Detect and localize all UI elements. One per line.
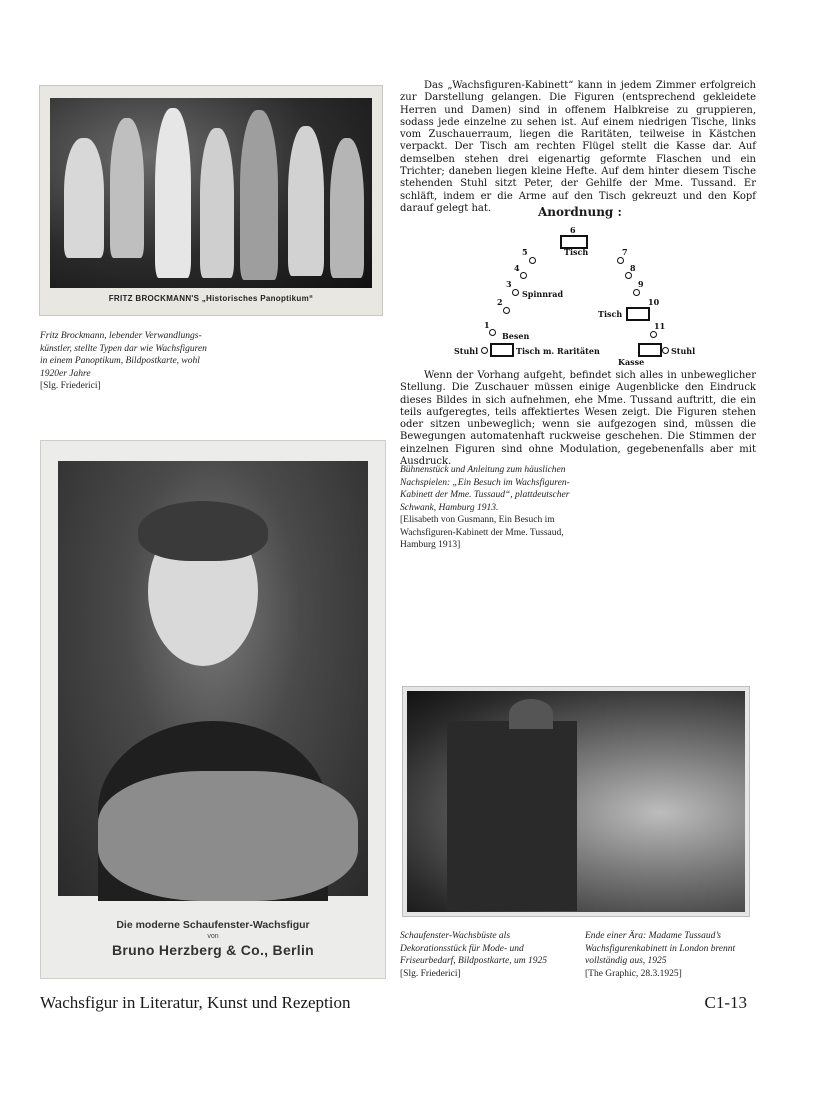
label-besen: Besen	[502, 331, 530, 341]
label-kasse: Kasse	[618, 357, 645, 367]
brockmann-postcard	[39, 85, 383, 316]
stool-marker	[662, 347, 669, 354]
figure-marker	[633, 289, 640, 296]
postcard-line-2: von	[207, 933, 219, 940]
stool-marker	[481, 347, 488, 354]
caption-source: [Slg. Friederici]	[400, 968, 461, 979]
number-11: 11	[654, 321, 666, 331]
instruction-text-2	[400, 370, 756, 468]
postcard-title: FRITZ BROCKMANN'S „Historisches Panoptikum“	[108, 294, 314, 303]
instruction-text	[400, 80, 756, 215]
caption-source: [The Graphic, 28.3.1925]	[585, 968, 682, 979]
figure-marker	[503, 307, 510, 314]
figure-marker	[512, 289, 519, 296]
figure-marker	[625, 272, 632, 279]
caption-fire	[585, 930, 755, 980]
figure-marker	[617, 257, 624, 264]
figure-marker	[529, 257, 536, 264]
caption-text: Ende einer Ära: Madame Tussaud’s Wachsfigurenkabinett in London brennt vollständig aus, 1925	[585, 931, 736, 966]
number-6: 6	[570, 225, 576, 235]
caption-source: [Slg. Friederici]	[40, 381, 101, 391]
right-table	[626, 307, 650, 321]
diagram-title: Anordnung :	[538, 205, 622, 219]
label-spinnrad: Spinnrad	[522, 289, 564, 299]
paragraph-1: Das „Wachsfiguren-Kabinett“ kann in jedem Zimmer erfolgreich zur Darstellung gelangen. Die Figuren (entsprechend gekleidete Herren und Damen) sind in offenem Halbkreise zu gruppieren, sodass jede einzelne zu sehen ist. Auf einem niedrigen Tische, links vom Zuschauerraum, liegen die Raritäten, teilweise in Kästchen verpackt. Der Tisch am rechten Flügel stellt die Kasse dar. Auf demselben stehen drei eigenartig geformte Flaschen und ein Trichter; daneben liegen kleine Hefte. Auf dem hinter diesem Tische stehenden Stuhl sitzt Peter, der Gehilfe der Mme. Tussand. Er schläft, indem er die Arme auf den Tisch gekreuzt und den Kopf darauf gelegt hat.	[400, 80, 756, 214]
number-10: 10	[648, 297, 660, 307]
burning-building-photo	[407, 691, 745, 912]
caption-text: Bühnenstück und Anleitung zum häuslichen Nachspielen: „Ein Besuch im Wachsfiguren-Kabinett der Mme. Tussaud“, plattdeutscher Schwank, Hamburg 1913.	[400, 465, 570, 513]
caption-source: [Elisabeth von Gusmann, Ein Besuch im Wachsfiguren-Kabinett der Mme. Tussaud, Hamburg 1913]	[400, 515, 564, 550]
number-1: 1	[484, 320, 490, 330]
number-8: 8	[630, 263, 636, 273]
number-5: 5	[522, 247, 528, 257]
paragraph-2: Wenn der Vorhang aufgeht, befindet sich alles in unbeweglicher Stellung. Die Zuschauer müssen einige Augenblicke den Eindruck dieses Bildes in sich aufnehmen, ehe Mme. Tussand auftritt, die ein teils aufgeregtes, teils affektiertes Wesen zeigt. Die Figuren stehen oder sitzen unbeweglich; wenn sie aufgezogen sind, müssen die Bewegungen automatenhaft ruckweise geschehen. Die Stimmen der einzelnen Figuren sind ohne Modulation, gegebenenfalls aber mit Ausdruck.	[400, 370, 756, 468]
label-tisch-right: Tisch	[598, 309, 623, 319]
wax-bust-portrait-photo	[58, 461, 368, 896]
figure-marker	[489, 329, 496, 336]
number-3: 3	[506, 279, 512, 289]
herzberg-postcard	[40, 440, 386, 979]
caption-text: Schaufenster-Wachsbüste als Dekorationsstück für Mode- und Friseurbedarf, Bildpostkarte, um 1925	[400, 931, 547, 966]
figure-marker	[650, 331, 657, 338]
building-shape	[447, 721, 577, 911]
hair-shape	[138, 501, 268, 561]
dome-shape	[509, 699, 553, 729]
label-stuhl-left: Stuhl	[454, 346, 479, 356]
panoptikum-figures-illustration	[50, 98, 372, 288]
number-7: 7	[622, 247, 628, 257]
stage-arrangement-diagram	[450, 205, 710, 370]
fur-stole-shape	[98, 771, 358, 901]
number-9: 9	[638, 279, 644, 289]
label-tisch-raritaeten: Tisch m. Raritäten	[516, 346, 600, 356]
rarities-table	[490, 343, 514, 357]
label-tisch-top: Tisch	[564, 247, 589, 257]
postcard-line-3: Bruno Herzberg & Co., Berlin	[111, 942, 315, 958]
page-number: C1-13	[704, 993, 747, 1012]
cash-table	[638, 343, 662, 357]
postcard-line-1: Die moderne Schaufenster-Wachsfigur	[116, 919, 310, 931]
number-2: 2	[497, 297, 503, 307]
number-4: 4	[514, 263, 520, 273]
figure-marker	[520, 272, 527, 279]
caption-shop-bust	[400, 930, 560, 980]
caption-text: Fritz Brockmann, lebender Verwandlungs-künstler, stellte Typen dar wie Wachsfiguren in einem Panoptikum, Bildpostkarte, wohl 1920er Jahre	[40, 331, 207, 379]
caption-brockmann	[40, 330, 210, 393]
tussaud-fire-photo	[402, 686, 750, 917]
caption-stage-play	[400, 464, 572, 552]
label-stuhl-right: Stuhl	[671, 346, 696, 356]
running-footer-title: Wachsfigur in Literatur, Kunst und Rezeption	[40, 993, 351, 1012]
